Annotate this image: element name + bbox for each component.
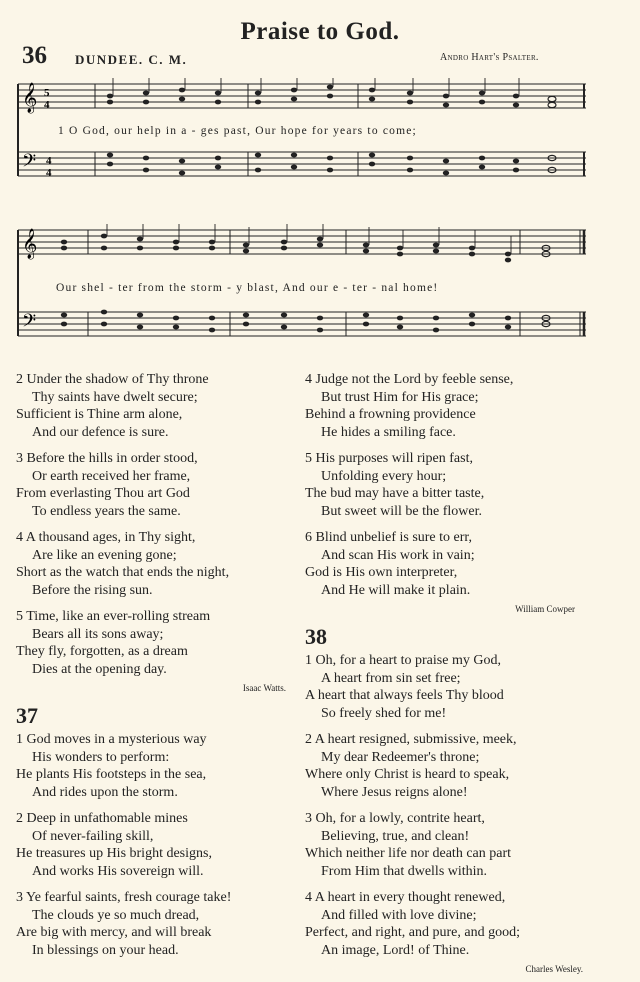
tune-source: Andro Hart's Psalter. <box>440 52 539 63</box>
verse-line: 4 A heart in every thought renewed, <box>305 890 506 905</box>
verse-line: Where only Christ is heard to speak, <box>305 767 510 782</box>
hymn37-stanza-6 <box>305 529 595 599</box>
verse-line: His wonders to perform: <box>32 749 170 765</box>
hymn37-stanza-5 <box>305 450 595 520</box>
left-column <box>16 371 316 968</box>
hymn38-stanza-2 <box>305 731 595 801</box>
verse-line: My dear Redeemer's throne; <box>321 749 480 765</box>
lyric-line-1: 1 O God, our help in a - ges past, Our hope for years to come; <box>58 125 417 137</box>
verse-line: Believing, true, and clean! <box>321 828 470 844</box>
verse-line: From Him that dwells within. <box>321 863 488 879</box>
verse-line: He hides a smiling face. <box>321 424 456 440</box>
hymn38-stanza-4 <box>305 889 595 959</box>
lyric-line-2: Our shel - ter from the storm - y blast, And our e - ter - nal home! <box>56 282 439 294</box>
verse-line: He treasures up His bright designs, <box>16 846 212 861</box>
verse-line: An image, Lord! of Thine. <box>321 942 470 958</box>
treble-clef-icon: 𝄞 <box>22 229 38 259</box>
verse-line: To endless years the same. <box>32 503 181 519</box>
bass-clef-icon: 𝄢 <box>22 151 37 176</box>
svg-text:4: 4 <box>46 155 52 167</box>
verse-line: The clouds ye so much dread, <box>32 907 200 923</box>
verse-line: The bud may have a bitter taste, <box>305 486 485 501</box>
verse-line: And our defence is sure. <box>32 424 169 440</box>
verse-line: A heart from sin set free; <box>321 670 461 686</box>
verse-line: Where Jesus reigns alone! <box>321 784 468 800</box>
verse-line: Bears all its sons away; <box>32 626 164 642</box>
hymn38-stanza-1 <box>305 652 595 722</box>
bass-clef-icon: 𝄢 <box>22 311 37 336</box>
verse-line: And scan His work in vain; <box>321 547 475 563</box>
verse-line: Are big with mercy, and will break <box>16 925 212 940</box>
hymn37-stanza-1 <box>16 731 316 801</box>
verse-line: But trust Him for His grace; <box>321 389 479 405</box>
verse-line: 3 Ye fearful saints, fresh courage take! <box>16 890 232 905</box>
verse-line: 1 God moves in a mysterious way <box>16 732 207 747</box>
verse-line: Short as the watch that ends the night, <box>16 565 230 580</box>
verse-line: Behind a frowning providence <box>305 407 476 422</box>
hymn37-stanza-3 <box>16 889 316 959</box>
verse-line: 1 Oh, for a heart to praise my God, <box>305 653 501 668</box>
verse-line: So freely shed for me! <box>321 705 447 721</box>
hymn-number-37: 37 <box>16 703 38 728</box>
verse-line: Which neither life nor death can part <box>305 846 512 861</box>
verse-line: Are like an evening gone; <box>32 547 177 563</box>
music-system-1 <box>0 78 640 198</box>
tune-name: DUNDEE. C. M. <box>75 52 188 67</box>
verse-line: 3 Before the hills in order stood, <box>16 451 198 466</box>
verse-line: Thy saints have dwelt secure; <box>32 389 198 405</box>
verse-line: And He will make it plain. <box>321 582 471 598</box>
author-credit: Isaac Watts. <box>242 683 286 693</box>
author-credit: William Cowper <box>515 604 575 614</box>
verse-line: Unfolding every hour; <box>321 468 447 484</box>
verse-line: A heart that always feels Thy blood <box>305 688 504 703</box>
hymn36-stanza-3 <box>16 450 316 520</box>
verse-line: Perfect, and right, and pure, and good; <box>305 925 520 940</box>
hymn37-stanza-4 <box>305 371 595 441</box>
verse-line: 4 A thousand ages, in Thy sight, <box>16 530 196 545</box>
verse-line: God is His own interpreter, <box>305 565 458 580</box>
author-credit: Charles Wesley. <box>525 964 583 974</box>
svg-text:4: 4 <box>44 99 50 111</box>
hymn38-stanza-3 <box>305 810 595 880</box>
verse-line: 6 Blind unbelief is sure to err, <box>305 530 473 545</box>
verse-line: Of never-failing skill, <box>32 828 154 844</box>
treble-clef-icon: 𝄞 <box>22 83 38 113</box>
hymn36-stanza-5 <box>16 608 316 678</box>
verse-line: He plants His footsteps in the sea, <box>16 767 207 782</box>
verse-line: Or earth received her frame, <box>32 468 191 484</box>
verse-line: 2 Under the shadow of Thy throne <box>16 372 209 387</box>
verse-line: 5 His purposes will ripen fast, <box>305 451 473 466</box>
verse-line: And works His sovereign will. <box>32 863 204 879</box>
verse-line: 2 Deep in unfathomable mines <box>16 811 188 826</box>
svg-text:4: 4 <box>46 167 52 179</box>
verse-line: 5 Time, like an ever-rolling stream <box>16 609 211 624</box>
verse-line: Dies at the opening day. <box>32 661 167 677</box>
right-column <box>305 371 595 982</box>
page-title: Praise to God. <box>240 18 400 45</box>
verse-line: They fly, forgotten, as a dream <box>16 644 188 659</box>
svg-text:5: 5 <box>44 87 50 99</box>
verse-line: And filled with love divine; <box>321 907 477 923</box>
verse-line: And rides upon the storm. <box>32 784 178 800</box>
hymn36-stanza-4 <box>16 529 316 599</box>
verse-line: From everlasting Thou art God <box>16 486 190 501</box>
verse-line: But sweet will be the flower. <box>321 503 482 519</box>
verse-line: 3 Oh, for a lowly, contrite heart, <box>305 811 485 826</box>
hymn-number-38: 38 <box>305 624 327 649</box>
verse-line: 2 A heart resigned, submissive, meek, <box>305 732 517 747</box>
verse-line: Before the rising sun. <box>32 582 153 598</box>
hymn37-stanza-2 <box>16 810 316 880</box>
verse-line: Sufficient is Thine arm alone, <box>16 407 183 422</box>
verse-line: 4 Judge not the Lord by feeble sense, <box>305 372 514 387</box>
verse-line: In blessings on your head. <box>32 942 179 958</box>
hymn-number-36: 36 <box>22 42 47 69</box>
hymn36-stanza-2 <box>16 371 316 441</box>
